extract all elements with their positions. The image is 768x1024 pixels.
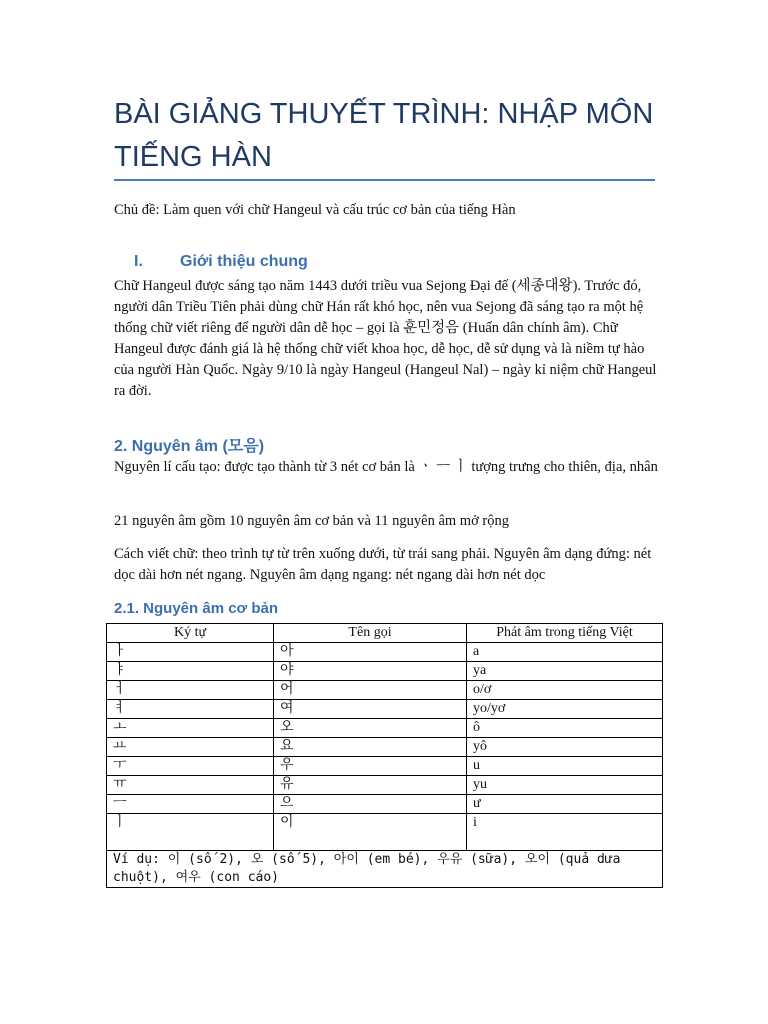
table-row	[107, 738, 663, 757]
section-2-principle: Nguyên lí cấu tạo: được tạo thành từ 3 nét cơ bản là ㆍ ㅡ ㅣ tượng trưng cho thiên, địa, nhân	[114, 459, 658, 475]
vowel-pron: o/ơ	[467, 681, 663, 700]
vowel-name: 요	[274, 738, 467, 757]
title-divider	[114, 179, 655, 181]
vowel-pron: ya	[467, 662, 663, 681]
section-2-1-heading: 2.1. Nguyên âm cơ bản	[114, 600, 279, 617]
vowel-char: ㅠ	[107, 776, 274, 795]
table-row	[107, 776, 663, 795]
example-row	[107, 851, 663, 888]
table-row	[107, 719, 663, 738]
table-row	[107, 700, 663, 719]
table-row	[107, 795, 663, 814]
table-row	[107, 662, 663, 681]
vowel-name: 야	[274, 662, 467, 681]
vowel-name: 여	[274, 700, 467, 719]
vowel-pron: yu	[467, 776, 663, 795]
section-1-heading	[134, 253, 308, 271]
table-row	[107, 643, 663, 662]
vowel-pron: u	[467, 757, 663, 776]
column-header-char: Ký tự	[107, 624, 274, 643]
vowel-pron: i	[467, 814, 663, 851]
section-1-number: I.	[134, 253, 143, 270]
table-row	[107, 814, 663, 851]
vowel-char: ㅕ	[107, 700, 274, 719]
section-1-title: Giới thiệu chung	[180, 253, 308, 270]
vowel-char: ㅗ	[107, 719, 274, 738]
vowel-name: 이	[274, 814, 467, 851]
vowel-pron: ư	[467, 795, 663, 814]
vowel-char: ㅜ	[107, 757, 274, 776]
vowel-name: 오	[274, 719, 467, 738]
section-2-writing: Cách viết chữ: theo trình tự từ trên xuống dưới, từ trái sang phải. Nguyên âm dạng đứng: nét dọc dài hơn nét ngang. Nguyên âm dạng ngang: nét ngang dài hơn nét dọc	[114, 546, 652, 583]
table-row	[107, 681, 663, 700]
vowel-char: ㅓ	[107, 681, 274, 700]
section-2-count: 21 nguyên âm gồm 10 nguyên âm cơ bản và 11 nguyên âm mở rộng	[114, 513, 509, 529]
vowel-char: ㅑ	[107, 662, 274, 681]
subject-line: Chủ đề: Làm quen với chữ Hangeul và cấu trúc cơ bản của tiếng Hàn	[114, 202, 516, 218]
vowel-name: 우	[274, 757, 467, 776]
vowel-pron: a	[467, 643, 663, 662]
vowel-pron: yo/yơ	[467, 700, 663, 719]
vowel-pron: ô	[467, 719, 663, 738]
column-header-name: Tên gọi	[274, 624, 467, 643]
vowel-pron: yô	[467, 738, 663, 757]
table-header-row	[107, 624, 663, 643]
vowel-name: 유	[274, 776, 467, 795]
table-row	[107, 757, 663, 776]
example-cell: Ví dụ: 이 (số 2), 오 (số 5), 아이 (em bé), 우유 (sữa), 오이 (quả dưa chuột), 여우 (con cáo)	[107, 851, 663, 888]
vowel-char: ㅏ	[107, 643, 274, 662]
vowel-name: 어	[274, 681, 467, 700]
section-2-heading: 2. Nguyên âm (모음)	[114, 438, 265, 455]
vowel-char: ㅛ	[107, 738, 274, 757]
vowel-name: 아	[274, 643, 467, 662]
column-header-pron: Phát âm trong tiếng Việt	[467, 624, 663, 643]
vowel-name: 으	[274, 795, 467, 814]
document-title: BÀI GIẢNG THUYẾT TRÌNH: NHẬP MÔN TIẾNG HÀN	[114, 98, 654, 173]
vowel-char: ㅡ	[107, 795, 274, 814]
section-1-paragraph: Chữ Hangeul được sáng tạo năm 1443 dưới triều vua Sejong Đại đế (세종대왕). Trước đó, người dân Triều Tiên phải dùng chữ Hán rất khó học, nên vua Sejong đã sáng tạo ra một hệ thống chữ viết riêng để người dân dễ học – gọi là 훈민정음 (Huấn dân chính âm). Chữ Hangeul được đánh giá là hệ thống chữ viết khoa học, dễ học, dễ sử dụng và là niềm tự hào của người Hàn Quốc. Ngày 9/10 là ngày Hangeul (Hangeul Nal) – ngày kỉ niệm chữ Hangeul ra đời.	[114, 278, 657, 399]
basic-vowels-table	[106, 623, 663, 888]
vowel-char: ㅣ	[107, 814, 274, 851]
